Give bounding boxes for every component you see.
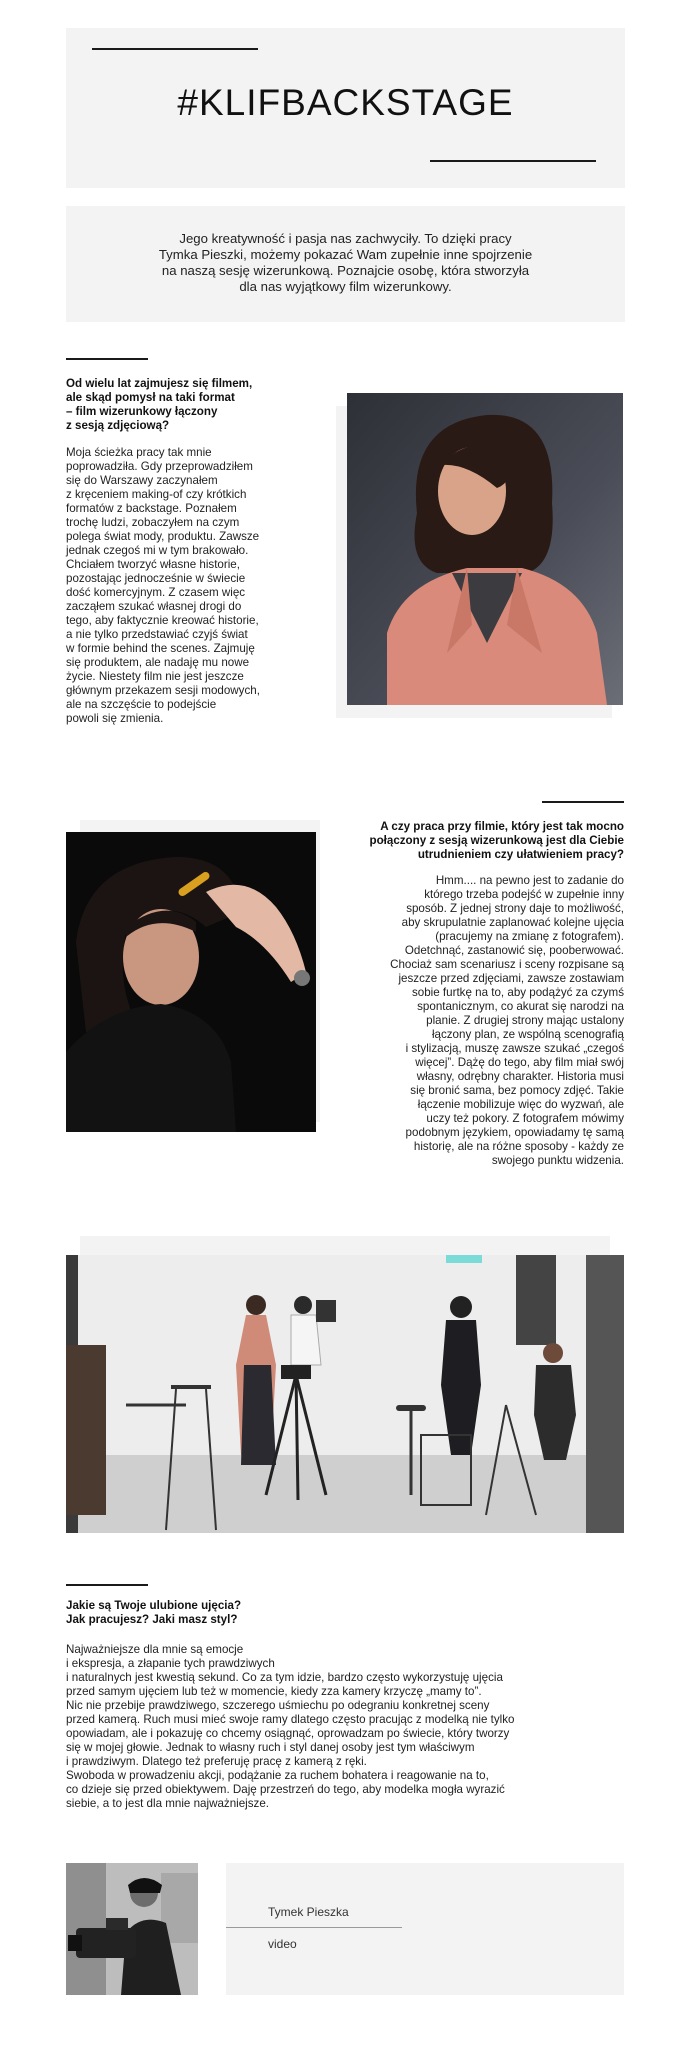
section2-question: A czy praca przy filmie, który jest tak mocno połączony z sesją wizerunkową jest dla Ciebie utrudnieniem czy ułatwieniem pracy?	[369, 820, 624, 861]
portrait-photo-pink-jacket	[347, 393, 623, 705]
section3-answer: Najważniejsze dla mnie są emocje i ekspresja, a złapanie tych prawdziwych i naturalnych jest kwestią sekund. Co za tym idzie, bardzo często wykorzystuję ujęcia przed samym ujęciem lub też w momencie, kiedy zza kamery krzyczę „mamy to”. Nic nie przebije prawdziwego, szczerego uśmiechu po odegraniu konkretnej sceny przed kamerą. Ruch musi mieć swoje ramy dlatego często pracując z modelką nie tylko opowiadam, ale i pokazuję co chcemy osiągnąć, oprowadzam po świecie, który tworzy się w mojej głowie. Jednak to własny ruch i styl danej osoby jest tym właściwym i prawdziwym. Dlatego też preferuję pracę z kamerą z ręki. Swoboda w prowadzeniu akcji, podążanie za ruchem bohatera i reagowanie na to, co dzieje się przed obiektywem. Daję przestrzeń do tego, aby modelka mogła wyrazić siebie, a to jest dla mnie najważniejsze.	[66, 1643, 515, 1810]
section1-answer: Moja ścieżka pracy tak mnie poprowadziła. Gdy przeprowadziłem się do Warszawy zaczynałem z kręceniem making-of czy krótkich formatów z backstage. Poznałem trochę ludzi, zobaczyłem na czym polega świat mody, produktu. Zawsze jednak czegoś mi w tym brakowało. Chciałem tworzyć własne historie, pozostając jednocześnie w świecie dość komercyjnym. Z czasem więc zacząłem szukać własnej drogi do tego, aby faktycznie kreować historie, a nie tylko przedstawiać czyjś świat w formie behind the scenes. Zajmuję się produktem, ale nadaję mu nowe życie. Niestety film nie jest jeszcze głównym przekazem sesji modowych, ale na szczęście to podejście powoli się zmienia.	[66, 446, 260, 725]
header-rule-top	[92, 48, 258, 50]
header-rule-bottom	[430, 160, 596, 162]
author-card	[226, 1863, 624, 1995]
section1-rule	[66, 358, 148, 360]
page-title: #KLIFBACKSTAGE	[177, 82, 514, 123]
intro-text: Jego kreatywność i pasja nas zachwyciły. To dzięki pracy Tymka Pieszki, możemy pokazać Wam zupełnie inne spojrzenie na naszą sesję wizerunkową. Poznajcie osobę, która stworzyła dla nas wyjątkowy film wizerunkowy.	[158, 231, 533, 294]
author-name: Tymek Pieszka	[268, 1905, 349, 1919]
author-divider	[226, 1927, 402, 1928]
backstage-photo-studio	[66, 1255, 624, 1533]
author-role: video	[268, 1937, 297, 1951]
author-photo	[66, 1863, 198, 1995]
portrait-photo-makeup	[66, 832, 316, 1132]
section2-rule	[542, 801, 624, 803]
section3-rule	[66, 1584, 148, 1586]
section3-question: Jakie są Twoje ulubione ujęcia? Jak pracujesz? Jaki masz styl?	[66, 1599, 242, 1626]
section1-question: Od wielu lat zajmujesz się filmem, ale skąd pomysł na taki format – film wizerunkowy łączony z sesją zdjęciową?	[66, 377, 253, 432]
section2-answer: Hmm.... na pewno jest to zadanie do którego trzeba podejść w zupełnie inny sposób. Z jednej strony daje to możliwość, aby skrupulatnie zaplanować kolejne ujęcia (pracujemy na zmianę z fotografem). Odetchnąć, zastanowić się, pooberwować. Chociaż sam scenariusz i sceny rozpisane są jeszcze przed zdjęciami, zawsze zostawiam sobie furtkę na to, aby podążyć za czymś spontanicznym, co akurat się narodzi na planie. Z drugiej strony mając ustalony łączony plan, ze wspólną scenografią i stylizacją, muszę zawsze szukać „czegoś więcej”. Dążę do tego, aby film miał swój własny, odrębny charakter. Historia musi się bronić sama, bez pomocy zdjęć. Takie łączenie mobilizuje więc do wyzwań, ale uczy też pokory. Z fotografem mówimy podobnym językiem, opowiadamy tę samą historię, ale na różne sposoby - każdy ze swojego punktu widzenia.	[390, 874, 624, 1167]
